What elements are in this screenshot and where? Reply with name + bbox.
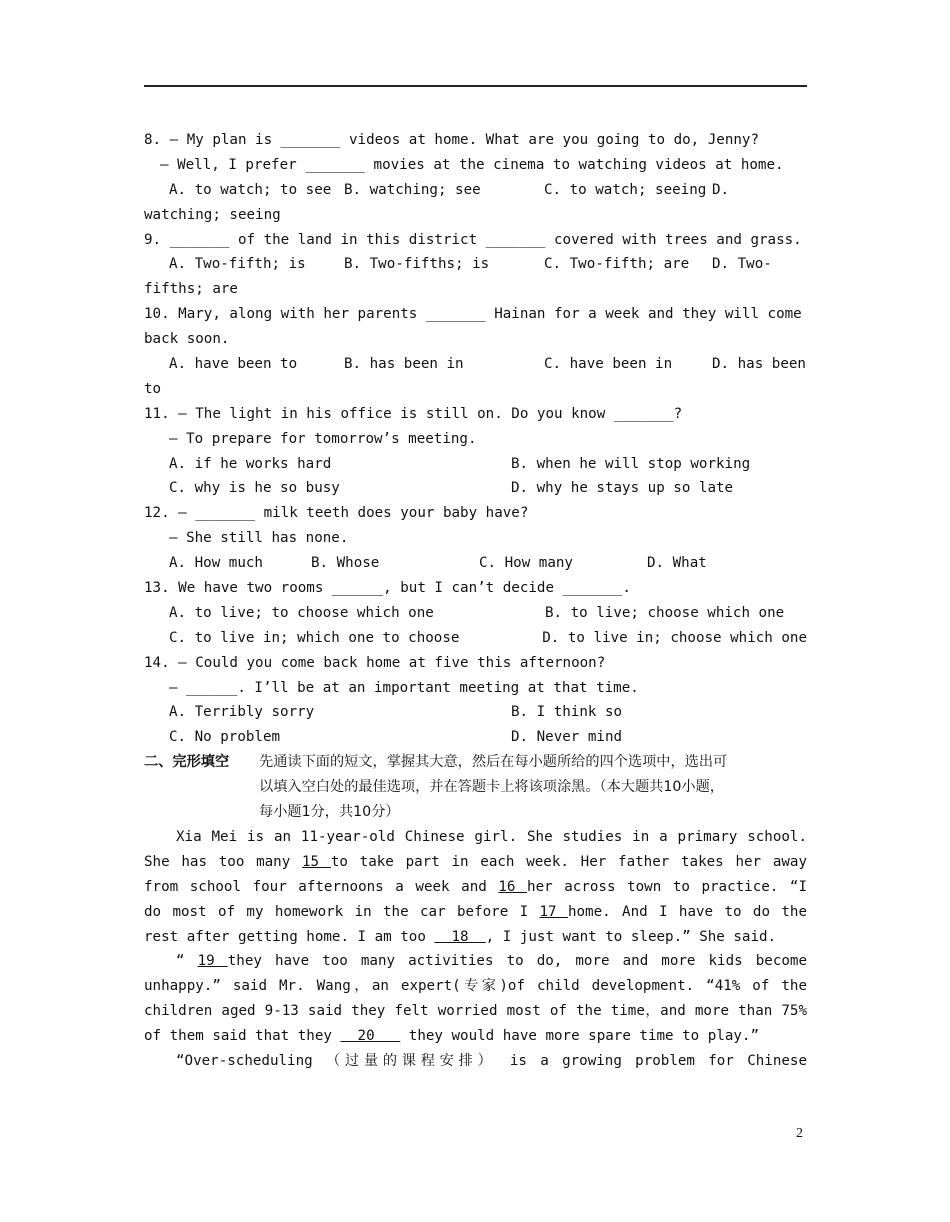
option-b: B. I think so bbox=[511, 704, 623, 721]
question-8-option-wrap: watching; seeing bbox=[144, 206, 281, 223]
question-14-options-row1 bbox=[144, 700, 807, 725]
option-a: A. if he works hard bbox=[169, 455, 332, 472]
option-b: B. Two-fifths; is bbox=[344, 256, 490, 273]
question-10-stem-cont: back soon. bbox=[144, 331, 230, 348]
option-d: D. Never mind bbox=[511, 729, 623, 746]
passage-text: from school four afternoons a week and bbox=[144, 878, 499, 895]
passage-text: , I just want to sleep.” She said. bbox=[485, 928, 777, 945]
section-2-instructions-cont: 以填入空白处的最佳选项，并在答题卡上将该项涂黑。（本大题共10小题， bbox=[259, 779, 724, 796]
question-11-reply: — To prepare for tomorrow’s meeting. bbox=[169, 430, 477, 447]
blank-17: 17 bbox=[539, 903, 568, 920]
option-b: B. to live; choose which one bbox=[545, 604, 785, 621]
passage-text: to take part in each week. Her father takes her away bbox=[330, 853, 807, 870]
blank-18: 18 bbox=[434, 928, 486, 945]
section-2-instructions: 先通读下面的短文，掌握其大意，然后在每小题所给的四个选项中，选出可 bbox=[259, 754, 728, 771]
question-8-reply: — Well, I prefer _______ movies at the cinema to watching videos at home. bbox=[160, 156, 784, 173]
question-9-options bbox=[144, 252, 807, 277]
option-c: C. No problem bbox=[169, 729, 281, 746]
passage-line: unhappy.” said Mr. Wang，an expert(专家)of child development. “41% of the bbox=[144, 978, 807, 995]
passage-line bbox=[144, 949, 807, 974]
option-d: D. has been bbox=[712, 356, 806, 373]
passage-line: Xia Mei is an 11-year-old Chinese girl. She studies in a primary school. bbox=[176, 828, 807, 845]
question-8-stem: 8. — My plan is _______ videos at home. What are you going to do, Jenny? bbox=[144, 132, 759, 148]
question-12-options bbox=[144, 551, 807, 576]
option-b: B. when he will stop working bbox=[511, 455, 751, 472]
blank-16: 16 bbox=[498, 878, 528, 895]
passage-text: her across town to practice. “I bbox=[527, 878, 807, 895]
question-10-options bbox=[144, 352, 807, 377]
passage-text: of them said that they bbox=[144, 1028, 341, 1045]
blank-15: 15 bbox=[302, 853, 331, 870]
question-9-option-wrap: fifths; are bbox=[144, 281, 238, 298]
option-c: C. How many bbox=[479, 555, 573, 572]
question-13-options-row1 bbox=[144, 601, 807, 626]
header-rule bbox=[144, 85, 807, 87]
question-10-stem: 10. Mary, along with her parents _______ Hainan for a week and they will come bbox=[144, 306, 802, 323]
question-11-options-row2 bbox=[144, 476, 807, 501]
passage-line bbox=[144, 900, 807, 925]
option-c: C. why is he so busy bbox=[169, 480, 340, 497]
page-number: 2 bbox=[796, 1126, 803, 1141]
section-2-title: 二、完形填空 bbox=[144, 754, 230, 771]
passage-text: they would have more spare time to play.” bbox=[400, 1028, 760, 1045]
question-8-options bbox=[144, 178, 807, 203]
passage-line bbox=[144, 925, 807, 950]
section-2-instructions-end: 每小题1分，共10分） bbox=[259, 804, 400, 821]
option-a: A. Terribly sorry bbox=[169, 704, 315, 721]
option-b: B. Whose bbox=[311, 555, 380, 572]
option-a: A. How much bbox=[169, 555, 263, 572]
blank-19: 19 bbox=[197, 953, 228, 970]
option-d: D. What bbox=[647, 555, 707, 572]
page-content bbox=[144, 128, 807, 1074]
passage-line bbox=[144, 875, 807, 900]
option-a: A. Two-fifth; is bbox=[169, 256, 306, 273]
question-12-reply: — She still has none. bbox=[169, 530, 349, 547]
question-13-stem: 13. We have two rooms ______, but I can’t decide _______. bbox=[144, 580, 631, 597]
passage-line: “Over-scheduling （过量的课程安排） is a growing problem for Chinese bbox=[176, 1052, 807, 1069]
option-c: C. to watch; seeing bbox=[544, 181, 707, 198]
option-b: B. watching; see bbox=[344, 181, 481, 198]
option-d: D. Two- bbox=[712, 256, 772, 273]
option-a: A. have been to bbox=[169, 356, 298, 373]
question-11-stem: 11. — The light in his office is still on. Do you know _______? bbox=[144, 405, 683, 422]
question-14-options-row2 bbox=[144, 725, 807, 750]
passage-text: rest after getting home. I am too bbox=[144, 928, 435, 945]
option-a: A. to watch; to see bbox=[169, 181, 332, 198]
option-c: C. to live in; which one to choose bbox=[169, 629, 460, 646]
passage-text: they have too many activities to do, more and more kids become bbox=[227, 953, 807, 970]
passage-text: “ bbox=[176, 953, 198, 970]
option-b: B. has been in bbox=[344, 356, 464, 373]
option-d: D. to live in; choose which one bbox=[542, 629, 807, 646]
option-d: D. bbox=[712, 181, 730, 198]
passage-line bbox=[144, 850, 807, 875]
question-10-option-wrap: to bbox=[144, 380, 162, 397]
question-14-stem: 14. — Could you come back home at five this afternoon? bbox=[144, 654, 606, 671]
section-2-heading bbox=[144, 750, 807, 775]
question-13-options-row2 bbox=[144, 626, 807, 651]
passage-text: do most of my homework in the car before I bbox=[144, 903, 540, 920]
option-c: C. have been in bbox=[544, 356, 673, 373]
passage-text: home. And I have to do the bbox=[567, 903, 807, 920]
question-14-reply: — ______. I’ll be at an important meeting at that time. bbox=[169, 679, 639, 696]
passage-text: She has too many bbox=[144, 853, 303, 870]
blank-20: 20 bbox=[340, 1028, 401, 1045]
question-11-options-row1 bbox=[144, 452, 807, 477]
option-d: D. why he stays up so late bbox=[511, 480, 734, 497]
passage-line: children aged 9-13 said they felt worried most of the time，and more than 75% bbox=[144, 1003, 807, 1020]
option-c: C. Two-fifth; are bbox=[544, 256, 690, 273]
question-12-stem: 12. — _______ milk teeth does your baby have? bbox=[144, 505, 529, 522]
passage-line bbox=[144, 1024, 807, 1049]
question-9-stem: 9. _______ of the land in this district _______ covered with trees and grass. bbox=[144, 231, 802, 248]
option-a: A. to live; to choose which one bbox=[169, 604, 434, 621]
